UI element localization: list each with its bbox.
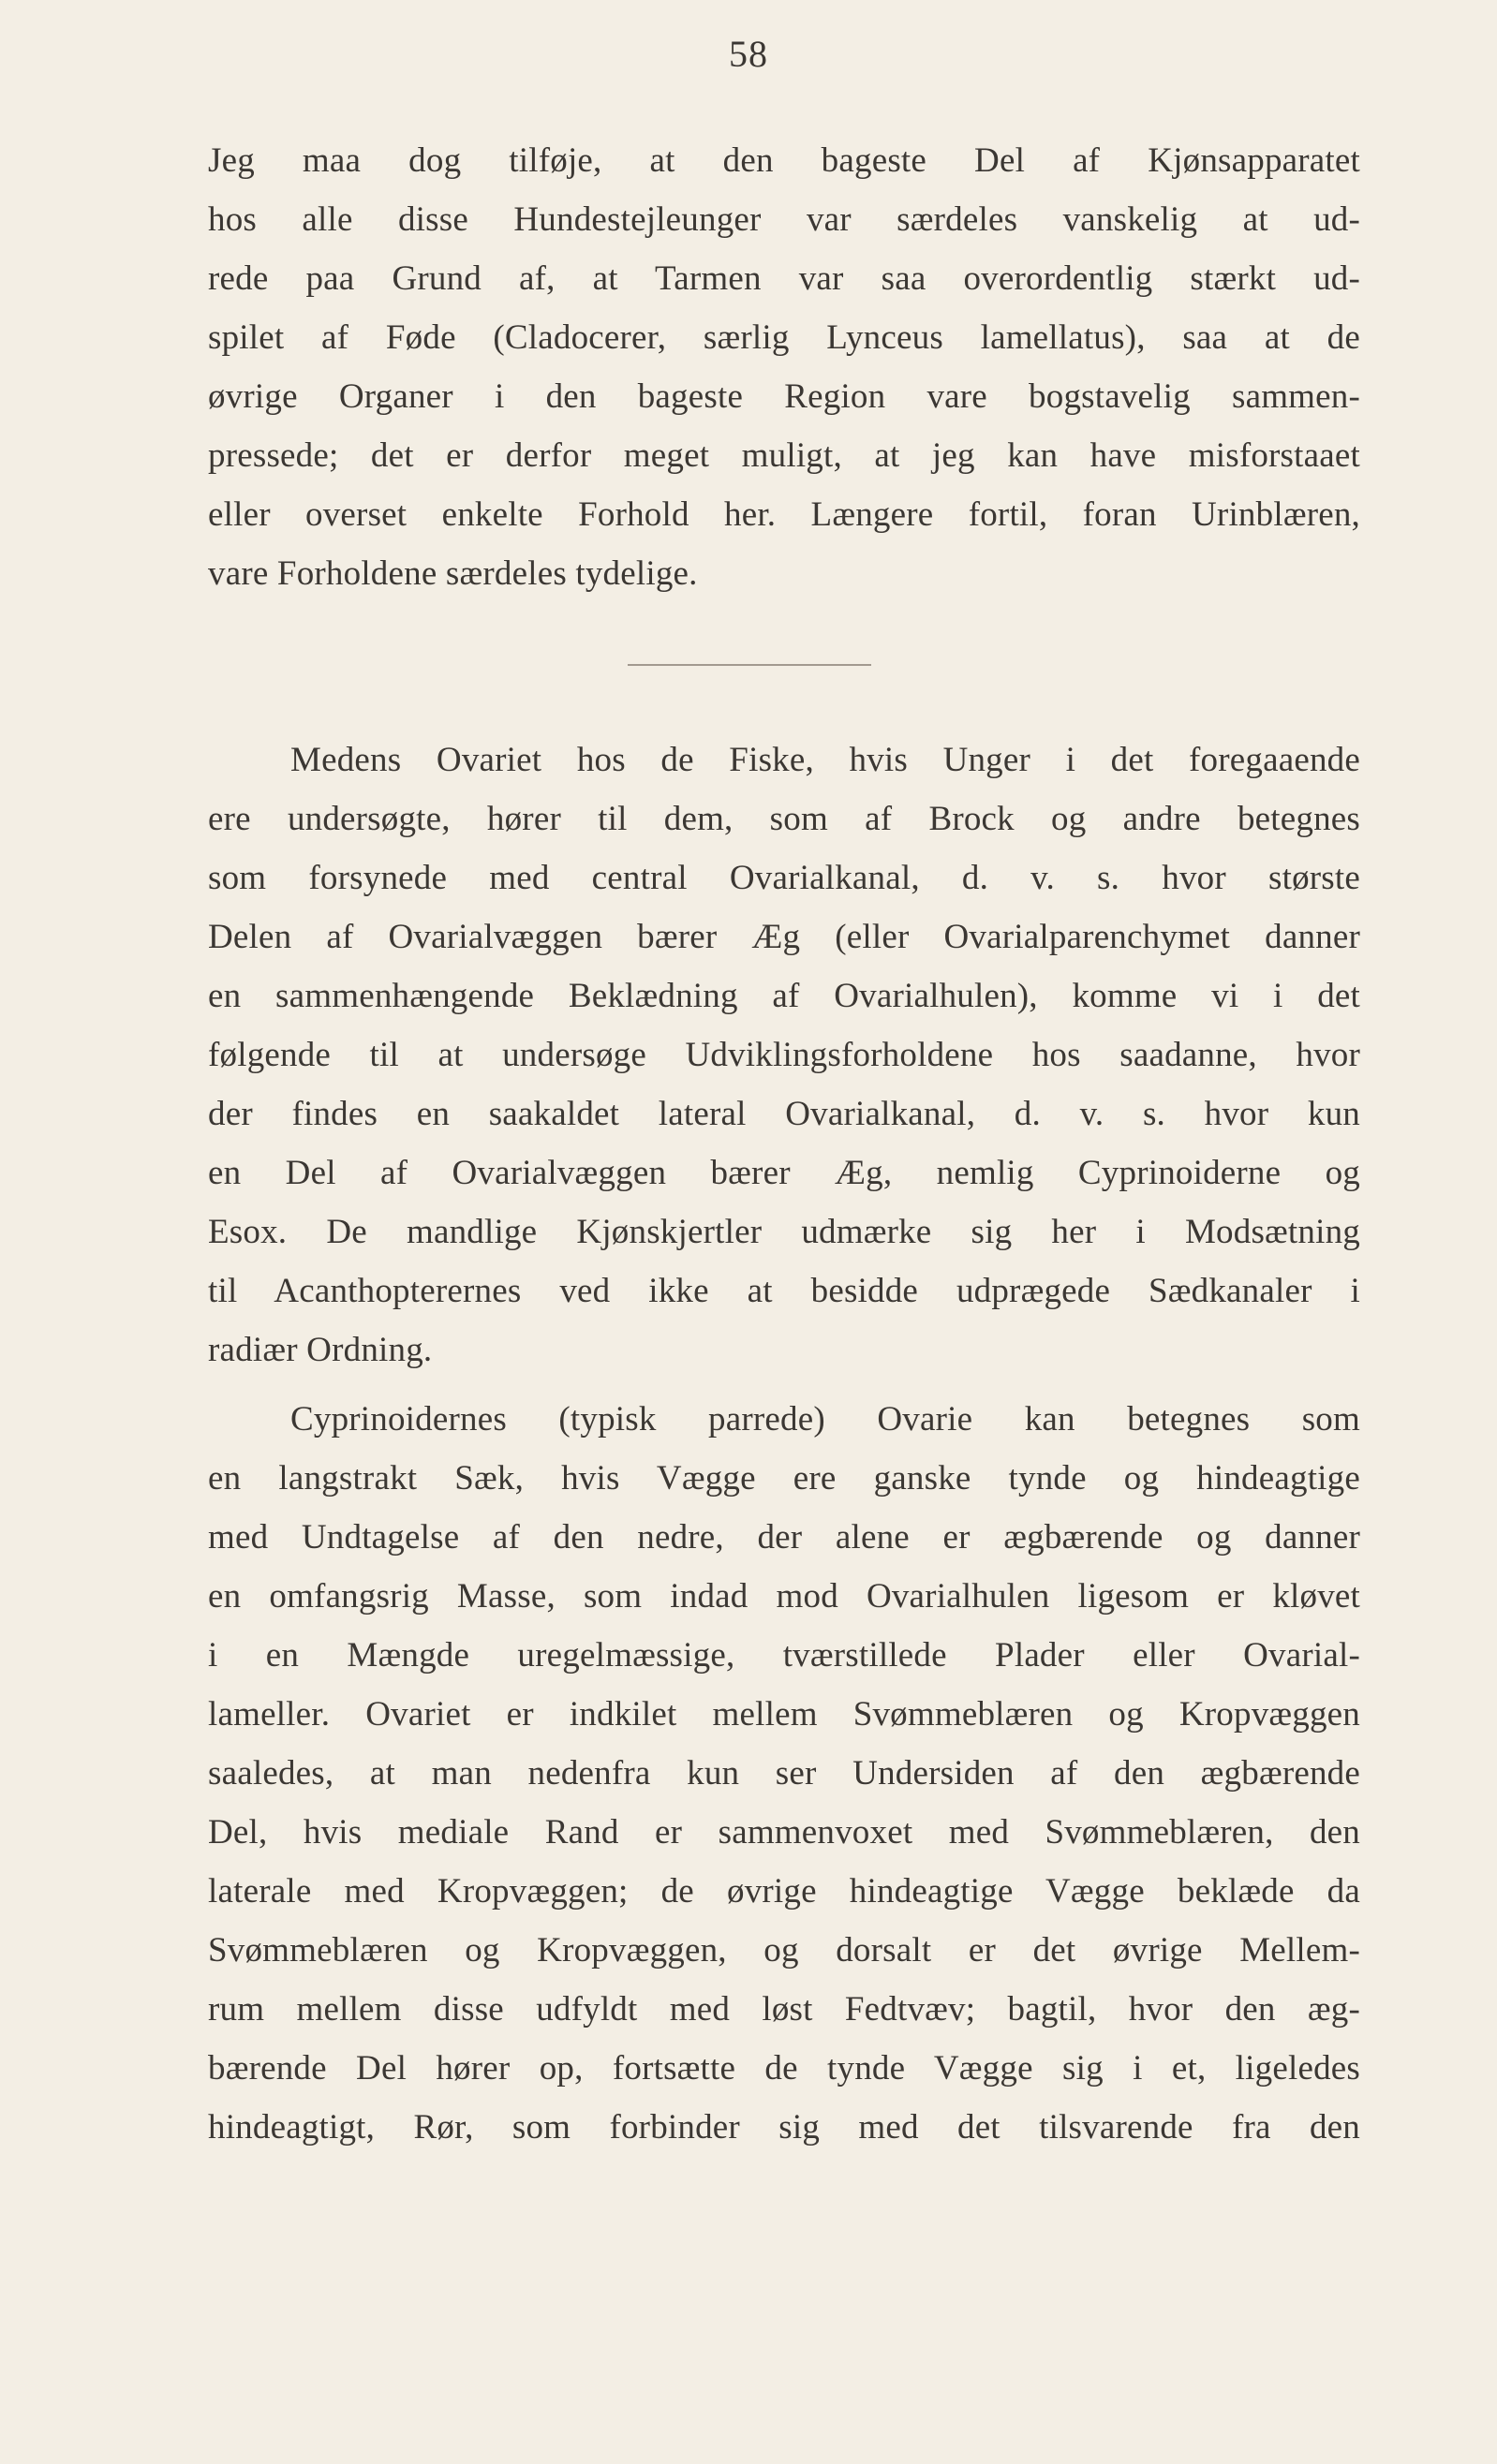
text-line: en Del af Ovarialvæggen bærer Æg, nemlig Cyprinoiderne og <box>208 1154 1360 1192</box>
text-line: hindeagtigt, Rør, som forbinder sig med det tilsvarende fra den <box>208 2108 1360 2147</box>
text-line: hos alle disse Hundestejleunger var særdeles vanskelig at ud- <box>208 200 1360 239</box>
text-line: rede paa Grund af, at Tarmen var saa overordentlig stærkt ud- <box>208 259 1360 298</box>
text-line: Esox. De mandlige Kjønskjertler udmærke sig her i Modsætning <box>208 1213 1360 1251</box>
text-line: med Undtagelse af den nedre, der alene er ægbærende og danner <box>208 1518 1360 1557</box>
text-line: en sammenhængende Beklædning af Ovarialhulen), komme vi i det <box>208 977 1360 1015</box>
text-line: en langstrakt Sæk, hvis Vægge ere ganske tynde og hindeagtige <box>208 1459 1360 1498</box>
page-number: 58 <box>729 33 768 75</box>
text-line: Del, hvis mediale Rand er sammenvoxet med Svømmeblæren, den <box>208 1813 1360 1852</box>
text-line: Delen af Ovarialvæggen bærer Æg (eller Ovarialparenchymet danner <box>208 918 1360 956</box>
text-line: Medens Ovariet hos de Fiske, hvis Unger i det foregaaende <box>290 741 1360 779</box>
text-line: øvrige Organer i den bageste Region vare bogstavelig sammen- <box>208 377 1360 416</box>
text-line: rum mellem disse udfyldt med løst Fedtvæv; bagtil, hvor den æg- <box>208 1990 1360 2029</box>
text-line: Svømmeblæren og Kropvæggen, og dorsalt er det øvrige Mellem- <box>208 1931 1360 1970</box>
text-line: eller overset enkelte Forhold her. Længere fortil, foran Urinblæren, <box>208 495 1360 534</box>
text-line: pressede; det er derfor meget muligt, at jeg kan have misforstaaet <box>208 436 1360 475</box>
text-line: ere undersøgte, hører til dem, som af Brock og andre betegnes <box>208 800 1360 838</box>
text-line: til Acanthopterernes ved ikke at besidde udprægede Sædkanaler i <box>208 1272 1360 1310</box>
text-line: en omfangsrig Masse, som indad mod Ovarialhulen ligesom er kløvet <box>208 1577 1360 1616</box>
text-line: bærende Del hører op, fortsætte de tynde Vægge sig i et, ligeledes <box>208 2049 1360 2088</box>
text-line: i en Mængde uregelmæssige, tværstillede Plader eller Ovarial- <box>208 1636 1360 1675</box>
text-line: der findes en saakaldet lateral Ovarialkanal, d. v. s. hvor kun <box>208 1095 1360 1133</box>
text-line: spilet af Føde (Cladocerer, særlig Lynceus lamellatus), saa at de <box>208 318 1360 357</box>
section-divider <box>628 664 871 666</box>
text-line: vare Forholdene særdeles tydelige. <box>208 554 698 593</box>
text-line: radiær Ordning. <box>208 1331 433 1369</box>
text-line: Cyprinoidernes (typisk parrede) Ovarie kan betegnes som <box>290 1400 1360 1439</box>
text-line: laterale med Kropvæggen; de øvrige hindeagtige Vægge beklæde da <box>208 1872 1360 1911</box>
text-line: saaledes, at man nedenfra kun ser Undersiden af den ægbærende <box>208 1754 1360 1793</box>
text-line: Jeg maa dog tilføje, at den bageste Del af Kjønsapparatet <box>208 141 1360 180</box>
text-line: følgende til at undersøge Udviklingsforholdene hos saadanne, hvor <box>208 1036 1360 1074</box>
text-line: som forsynede med central Ovarialkanal, d. v. s. hvor største <box>208 859 1360 897</box>
text-line: lameller. Ovariet er indkilet mellem Svømmeblæren og Kropvæggen <box>208 1695 1360 1734</box>
